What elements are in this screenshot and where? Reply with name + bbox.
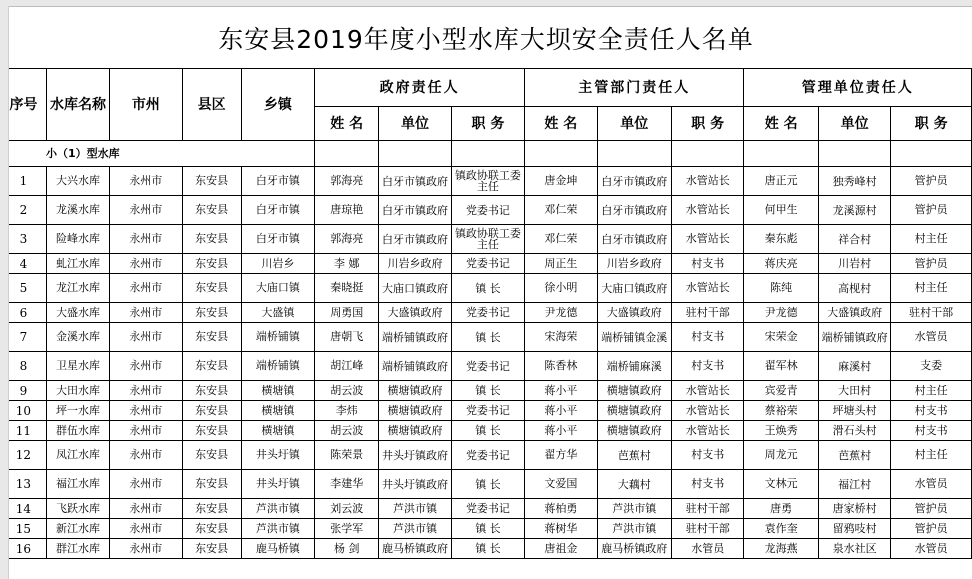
header-row-1 [1,69,972,107]
cell-dept-pos: 村支书 [672,352,744,381]
cell-mgmt-name: 翟军林 [744,352,818,381]
cell-mgmt-pos: 村主任 [891,441,972,470]
cell-mgmt-pos: 管护员 [891,519,972,539]
cell-county: 东安县 [182,323,241,352]
cell-city: 永州市 [110,254,182,274]
table-row [1,196,972,225]
cell-gov-unit: 川岩乡政府 [379,254,451,274]
header-gov-position: 职 务 [451,107,524,141]
cell-dept-unit: 横塘镇政府 [597,401,671,421]
cell-dept-unit: 横塘镇政府 [597,381,671,401]
cell-mgmt-unit: 唐家桥村 [818,499,890,519]
cell-gov-name: 杨 剑 [315,539,379,559]
cell-reservoir: 群江水库 [46,539,109,559]
cell-reservoir: 龙溪水库 [46,196,109,225]
cell-dept-unit: 横塘镇政府 [597,421,671,441]
cell-gov-name: 胡云波 [315,421,379,441]
category-row [1,141,972,167]
cell-mgmt-unit: 端桥铺镇政府 [818,323,890,352]
cell-dept-pos: 驻村干部 [672,499,744,519]
cell-dept-pos: 水管站长 [672,401,744,421]
cell-reservoir: 大兴水库 [46,167,109,196]
cell-mgmt-name: 宋荣金 [744,323,818,352]
cell-dept-name: 文爱国 [525,470,597,499]
header-dept-position: 职 务 [672,107,744,141]
cell-gov-unit: 井头圩镇政府 [379,441,451,470]
cell-dept-unit: 芭蕉村 [597,441,671,470]
cell-mgmt-pos: 支委 [891,352,972,381]
cell-mgmt-pos: 村主任 [891,274,972,303]
cell-city: 永州市 [110,381,182,401]
cell-dept-pos: 水管站长 [672,167,744,196]
table-row [1,225,972,254]
title-area [0,6,972,66]
cell-reservoir: 卫星水库 [46,352,109,381]
header-mgmt-name: 姓 名 [744,107,818,141]
cell-gov-pos: 党委书记 [451,196,524,225]
cell-gov-pos: 党委书记 [451,499,524,519]
table-row [1,254,972,274]
cell-mgmt-pos: 水管员 [891,539,972,559]
cell-gov-unit: 端桥铺镇政府 [379,323,451,352]
cell-dept-name: 陈香林 [525,352,597,381]
cell-town: 川岩乡 [241,254,314,274]
cell-county: 东安县 [182,303,241,323]
cell-town: 端桥铺镇 [241,352,314,381]
cell-dept-unit: 端桥铺镇金溪 [597,323,671,352]
cell-mgmt-unit: 留鸦吱村 [818,519,890,539]
cell-dept-unit: 川岩乡政府 [597,254,671,274]
cell-seq: 12 [1,441,47,470]
cell-town: 大庙口镇 [241,274,314,303]
cell-town: 白牙市镇 [241,196,314,225]
table-row [1,421,972,441]
cell-seq: 7 [1,323,47,352]
table-row [1,539,972,559]
cell-dept-unit: 鹿马桥镇政府 [597,539,671,559]
cell-gov-name: 张学军 [315,519,379,539]
cell-gov-name: 秦晓挺 [315,274,379,303]
cell-town: 井头圩镇 [241,470,314,499]
cell-mgmt-name: 周龙元 [744,441,818,470]
cell-gov-pos: 党委书记 [451,401,524,421]
cell-gov-pos: 镇 长 [451,539,524,559]
cell-city: 永州市 [110,519,182,539]
document-title: 东安县2019年度小型水库大坝安全责任人名单 [218,25,754,54]
cell-county: 东安县 [182,167,241,196]
cell-county: 东安县 [182,421,241,441]
cell-dept-pos: 水管站长 [672,421,744,441]
cell-dept-pos: 村支书 [672,323,744,352]
cell-dept-name: 徐小明 [525,274,597,303]
cell-town: 白牙市镇 [241,167,314,196]
cell-county: 东安县 [182,441,241,470]
cell-reservoir: 飞跃水库 [46,499,109,519]
cell-mgmt-name: 何甲生 [744,196,818,225]
cell-gov-unit: 端桥铺镇政府 [379,352,451,381]
cell-gov-name: 唐琼艳 [315,196,379,225]
cell-gov-pos: 镇 长 [451,381,524,401]
table-row [1,470,972,499]
cell-gov-unit: 白牙市镇政府 [379,225,451,254]
table-row [1,274,972,303]
cell-seq: 16 [1,539,47,559]
cell-gov-unit: 横塘镇政府 [379,381,451,401]
cell-dept-unit: 大藕村 [597,470,671,499]
cell-gov-pos: 党委书记 [451,254,524,274]
cell-mgmt-name: 蒋庆亮 [744,254,818,274]
cell-reservoir: 福江水库 [46,470,109,499]
cell-dept-pos: 水管站长 [672,225,744,254]
header-county: 县区 [182,69,241,141]
cell-city: 永州市 [110,274,182,303]
cell-mgmt-name: 王焕秀 [744,421,818,441]
cell-city: 永州市 [110,421,182,441]
table-body [1,167,972,559]
cell-dept-name: 周正生 [525,254,597,274]
cell-gov-pos: 党委书记 [451,303,524,323]
cell-mgmt-unit: 大盛镇政府 [818,303,890,323]
cell-dept-unit: 大盛镇政府 [597,303,671,323]
cell-gov-pos: 镇 长 [451,323,524,352]
cell-town: 横塘镇 [241,401,314,421]
cell-reservoir: 大盛水库 [46,303,109,323]
cell-gov-name: 唐朝飞 [315,323,379,352]
cell-mgmt-name: 龙海燕 [744,539,818,559]
cell-seq: 10 [1,401,47,421]
table-row [1,303,972,323]
header-seq: 序号 [1,69,47,141]
header-reservoir: 水库名称 [46,69,109,141]
cell-seq: 11 [1,421,47,441]
cell-mgmt-unit: 麻溪村 [818,352,890,381]
cell-seq: 9 [1,381,47,401]
responsibility-table [0,68,972,559]
cell-gov-unit: 横塘镇政府 [379,421,451,441]
cell-gov-name: 郭海亮 [315,225,379,254]
cell-county: 东安县 [182,499,241,519]
cell-dept-pos: 水管站长 [672,196,744,225]
cell-gov-unit: 鹿马桥镇政府 [379,539,451,559]
header-town: 乡镇 [241,69,314,141]
cell-mgmt-pos: 村支书 [891,401,972,421]
cell-mgmt-name: 宾爱青 [744,381,818,401]
cell-dept-pos: 村支书 [672,470,744,499]
cell-city: 永州市 [110,352,182,381]
cell-reservoir: 坪一水库 [46,401,109,421]
header-dept-name: 姓 名 [525,107,597,141]
cell-dept-pos: 水管员 [672,539,744,559]
header-gov-group: 政府责任人 [315,69,525,107]
cell-mgmt-unit: 龙溪源村 [818,196,890,225]
cell-mgmt-pos: 驻村干部 [891,303,972,323]
cell-reservoir: 虬江水库 [46,254,109,274]
category-label: 小（1）型水库 [1,141,315,167]
cell-mgmt-unit: 福江村 [818,470,890,499]
cell-city: 永州市 [110,323,182,352]
cell-reservoir: 龙江水库 [46,274,109,303]
header-dept-unit: 单位 [597,107,671,141]
table-row [1,519,972,539]
header-gov-name: 姓 名 [315,107,379,141]
cell-gov-name: 李炜 [315,401,379,421]
table-row [1,381,972,401]
header-gov-unit: 单位 [379,107,451,141]
cell-county: 东安县 [182,274,241,303]
cell-gov-unit: 大盛镇政府 [379,303,451,323]
cell-dept-unit: 白牙市镇政府 [597,196,671,225]
cell-gov-unit: 芦洪市镇 [379,499,451,519]
cell-dept-name: 蒋小平 [525,421,597,441]
cell-mgmt-unit: 独秀峰村 [818,167,890,196]
cell-seq: 5 [1,274,47,303]
cell-seq: 3 [1,225,47,254]
cell-mgmt-unit: 高枧村 [818,274,890,303]
cell-county: 东安县 [182,519,241,539]
cell-mgmt-pos: 水管员 [891,470,972,499]
cell-county: 东安县 [182,225,241,254]
cell-mgmt-pos: 管护员 [891,254,972,274]
cell-seq: 15 [1,519,47,539]
cell-town: 白牙市镇 [241,225,314,254]
table-row [1,323,972,352]
cell-mgmt-name: 尹龙德 [744,303,818,323]
cell-seq: 1 [1,167,47,196]
cell-mgmt-pos: 管护员 [891,167,972,196]
cell-dept-unit: 大庙口镇政府 [597,274,671,303]
cell-gov-pos: 镇政协联工委主任 [451,225,524,254]
cell-dept-unit: 芦洪市镇 [597,499,671,519]
cell-dept-name: 蒋树华 [525,519,597,539]
header-mgmt-group: 管理单位责任人 [744,69,972,107]
cell-gov-pos: 镇 长 [451,274,524,303]
cell-seq: 14 [1,499,47,519]
cell-dept-name: 宋海荣 [525,323,597,352]
table-row [1,352,972,381]
cell-mgmt-unit: 滑石头村 [818,421,890,441]
cell-mgmt-name: 唐勇 [744,499,818,519]
cell-dept-pos: 水管站长 [672,274,744,303]
cell-dept-name: 唐祖金 [525,539,597,559]
cell-gov-name: 刘云波 [315,499,379,519]
cell-city: 永州市 [110,303,182,323]
cell-town: 芦洪市镇 [241,499,314,519]
cell-mgmt-pos: 村支书 [891,421,972,441]
cell-county: 东安县 [182,470,241,499]
cell-dept-pos: 驻村干部 [672,303,744,323]
cell-mgmt-name: 陈纯 [744,274,818,303]
cell-town: 鹿马桥镇 [241,539,314,559]
cell-gov-pos: 镇 长 [451,519,524,539]
cell-mgmt-unit: 泉水社区 [818,539,890,559]
cell-mgmt-name: 袁作奎 [744,519,818,539]
cell-seq: 13 [1,470,47,499]
cell-town: 大盛镇 [241,303,314,323]
cell-dept-name: 邓仁荣 [525,225,597,254]
cell-dept-pos: 水管站长 [672,381,744,401]
cell-mgmt-name: 唐正元 [744,167,818,196]
table-row [1,441,972,470]
cell-town: 横塘镇 [241,421,314,441]
cell-dept-name: 邓仁荣 [525,196,597,225]
cell-gov-unit: 白牙市镇政府 [379,196,451,225]
cell-seq: 8 [1,352,47,381]
cell-dept-pos: 驻村干部 [672,519,744,539]
cell-county: 东安县 [182,254,241,274]
cell-city: 永州市 [110,441,182,470]
cell-reservoir: 新江水库 [46,519,109,539]
cell-dept-unit: 白牙市镇政府 [597,225,671,254]
cell-mgmt-name: 秦东彪 [744,225,818,254]
cell-dept-unit: 白牙市镇政府 [597,167,671,196]
cell-county: 东安县 [182,539,241,559]
cell-gov-pos: 党委书记 [451,441,524,470]
cell-mgmt-name: 蔡裕荣 [744,401,818,421]
header-city: 市州 [110,69,182,141]
cell-mgmt-pos: 管护员 [891,499,972,519]
table-row [1,499,972,519]
cell-dept-name: 尹龙德 [525,303,597,323]
cell-gov-pos: 党委书记 [451,352,524,381]
cell-gov-name: 周勇国 [315,303,379,323]
cell-dept-name: 蒋小平 [525,381,597,401]
cell-reservoir: 险峰水库 [46,225,109,254]
cell-reservoir: 凤江水库 [46,441,109,470]
cell-mgmt-unit: 川岩村 [818,254,890,274]
cell-gov-name: 郭海亮 [315,167,379,196]
cell-city: 永州市 [110,167,182,196]
cell-town: 芦洪市镇 [241,519,314,539]
cell-gov-name: 胡云波 [315,381,379,401]
cell-town: 井头圩镇 [241,441,314,470]
header-mgmt-position: 职 务 [891,107,972,141]
cell-county: 东安县 [182,196,241,225]
cell-city: 永州市 [110,401,182,421]
cell-dept-name: 唐金坤 [525,167,597,196]
cell-county: 东安县 [182,381,241,401]
cell-gov-unit: 白牙市镇政府 [379,167,451,196]
cell-gov-name: 胡江峰 [315,352,379,381]
cell-gov-name: 李 娜 [315,254,379,274]
cell-county: 东安县 [182,401,241,421]
cell-mgmt-pos: 村主任 [891,381,972,401]
cell-city: 永州市 [110,196,182,225]
cell-dept-name: 蒋小平 [525,401,597,421]
cell-gov-name: 陈荣景 [315,441,379,470]
cell-mgmt-unit: 大田村 [818,381,890,401]
cell-town: 横塘镇 [241,381,314,401]
cell-mgmt-pos: 村主任 [891,225,972,254]
cell-mgmt-name: 文林元 [744,470,818,499]
cell-gov-unit: 横塘镇政府 [379,401,451,421]
cell-gov-unit: 芦洪市镇 [379,519,451,539]
cell-gov-pos: 镇政协联工委主任 [451,167,524,196]
cell-city: 永州市 [110,225,182,254]
cell-gov-unit: 大庙口镇政府 [379,274,451,303]
cell-dept-unit: 端桥铺麻溪 [597,352,671,381]
cell-seq: 6 [1,303,47,323]
cell-gov-pos: 镇 长 [451,470,524,499]
sheet-row-header-strip [0,6,9,579]
table-row [1,167,972,196]
header-dept-group: 主管部门责任人 [525,69,744,107]
header-mgmt-unit: 单位 [818,107,890,141]
cell-dept-name: 蒋柏勇 [525,499,597,519]
cell-gov-pos: 镇 长 [451,421,524,441]
cell-reservoir: 金溪水库 [46,323,109,352]
cell-dept-pos: 村支书 [672,441,744,470]
cell-city: 永州市 [110,499,182,519]
cell-seq: 2 [1,196,47,225]
cell-reservoir: 群伍水库 [46,421,109,441]
cell-mgmt-unit: 祥合村 [818,225,890,254]
cell-dept-unit: 芦洪市镇 [597,519,671,539]
cell-mgmt-pos: 水管员 [891,323,972,352]
cell-dept-pos: 村支书 [672,254,744,274]
cell-seq: 4 [1,254,47,274]
cell-mgmt-unit: 坪塘头村 [818,401,890,421]
cell-city: 永州市 [110,539,182,559]
cell-gov-unit: 井头圩镇政府 [379,470,451,499]
cell-mgmt-pos: 管护员 [891,196,972,225]
cell-reservoir: 大田水库 [46,381,109,401]
cell-city: 永州市 [110,470,182,499]
cell-gov-name: 李建华 [315,470,379,499]
cell-dept-name: 翟方华 [525,441,597,470]
cell-town: 端桥铺镇 [241,323,314,352]
cell-mgmt-unit: 芭蕉村 [818,441,890,470]
table-row [1,401,972,421]
cell-county: 东安县 [182,352,241,381]
